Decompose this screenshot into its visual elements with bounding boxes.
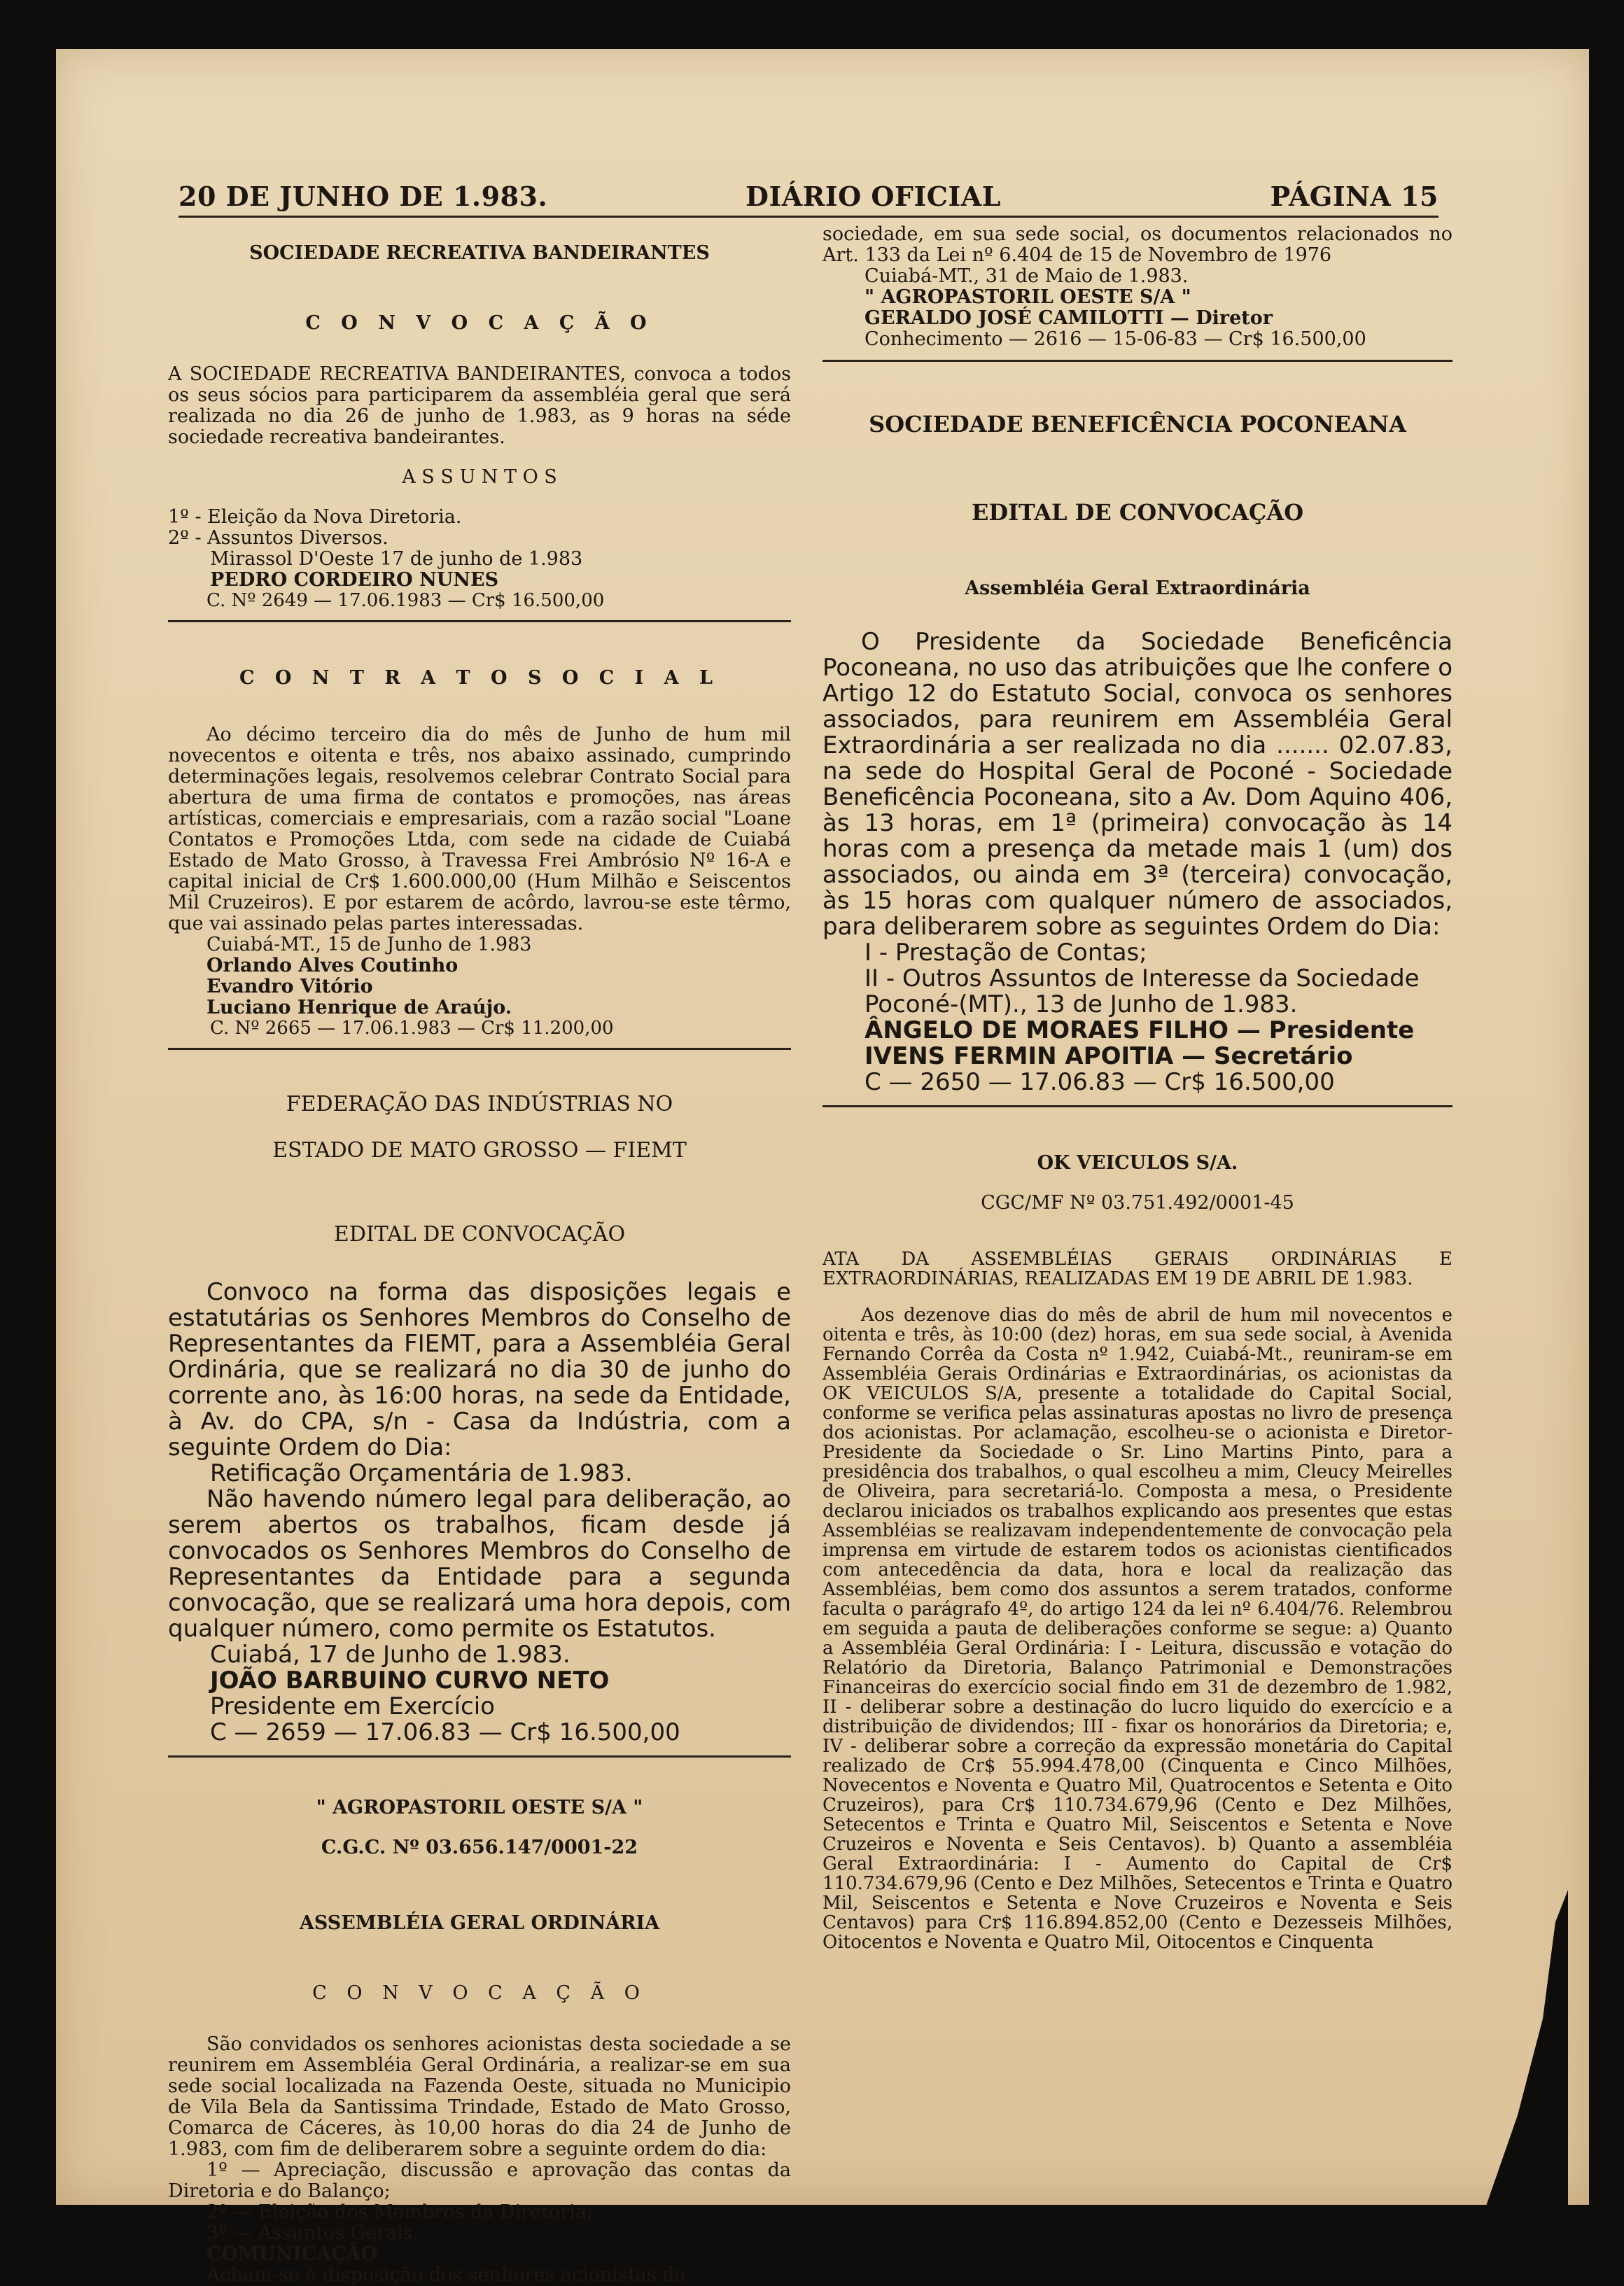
fiemt-body-1: Convoco na forma das disposições legais e estatutárias os Senhores Membros do Conselho de Representantes da FIEMT, para a Assembléia Geral Ordinária, que se realizará no dia 30 de junho do corrente ano, às 16:00 horas, na sede da Entidade, à Av. do CPA, s/n - Casa da Indústria, com a seguinte Ordem do Dia: [168, 1278, 791, 1461]
contrato-title: C O N T R A T O S O C I A L [239, 667, 720, 689]
agro-cont-signer: GERALDO JOSÉ CAMILOTTI — Diretor [864, 307, 1273, 329]
recreativa-body: A SOCIEDADE RECREATIVA BANDEIRANTES, convoca a todos os seus sócios para participarem da assembléia geral que será realizada no dia 26 de junho de 1.983, as 9 horas na séde sociedade recreativa bandeirantes. [168, 363, 791, 448]
poconeana-ref: C — 2650 — 17.06.83 — Cr$ 16.500,00 [864, 1068, 1335, 1096]
separator [822, 360, 1452, 362]
contrato-signer: Evandro Vitório [206, 976, 373, 997]
agro-cont-company: " AGROPASTORIL OESTE S/A " [864, 286, 1191, 308]
agro-subtitle: ASSEMBLÉIA GERAL ORDINÁRIA [299, 1912, 660, 1934]
agro-comunicacao: COMUNICAÇÃO [206, 2243, 378, 2265]
fiemt-ref: C — 2659 — 17.06.83 — Cr$ 16.500,00 [210, 1718, 680, 1746]
fiemt-title-line1: FEDERAÇÃO DAS INDÚSTRIAS NO [286, 1092, 673, 1116]
ok-title: OK VEICULOS S/A. [1037, 1152, 1238, 1174]
fiemt-place-date: Cuiabá, 17 de Junho de 1.983. [210, 1641, 570, 1669]
poconeana-item: II - Outros Assuntos de Interesse da Sociedade [864, 965, 1420, 993]
fiemt-item: Retificação Orçamentária de 1.983. [210, 1459, 633, 1487]
contrato-signer: Luciano Henrique de Araújo. [206, 997, 512, 1018]
poconeana-subtitle-2: Assembléia Geral Extraordinária [965, 577, 1310, 599]
recreativa-item: 2º - Assuntos Diversos. [168, 527, 388, 549]
fiemt-subtitle: EDITAL DE CONVOCAÇÃO [333, 1222, 626, 1247]
notice-agropastoril-continued [822, 224, 1452, 350]
agro-cont-ref: Conhecimento — 2616 — 15-06-83 — Cr$ 16.500,00 [864, 328, 1366, 350]
agro-cgc: C.G.C. Nº 03.656.147/0001-22 [321, 1837, 638, 1858]
agro-item: 2º — Eleição dos Membros da Diretoria; [206, 2201, 594, 2223]
recreativa-place-date: Mirassol D'Oeste 17 de junho de 1.983 [210, 548, 583, 570]
agro-item: 1º — Apreciação, discussão e aprovação das contas da Diretoria e do Balanço; [168, 2159, 791, 2202]
notice-fiemt [168, 1092, 791, 1746]
ok-cgc: CGC/MF Nº 03.751.492/0001-45 [981, 1192, 1294, 1214]
ok-body: Aos dezenove dias do mês de abril de hum mil novecentos e oitenta e três, às 10:00 (dez) horas, em sua sede social, à Avenida Fernando Corrêa da Costa nº 1.942, Cuiabá-Mt., reuniram-se em Assembléia Gerais Ordinárias e Extraordinárias, os acionistas da OK VEICULOS S/A, presente a totalidade do Capital Social, conforme se verifica pelas assinaturas apostas no livro de presença dos acionistas. Por aclamação, escolheu-se o acionista e Diretor-Presidente da Sociedade o Sr. Lino Martins Pinto, para a presidência dos trabalhos, o qual escolheu a mim, Cleucy Meirelles de Oliveira, para secretariá-lo. Composta a mesa, o Presidente declarou iniciados os trabalhos explicando aos presentes que estas Assembléias se realizavam independentemente de convocação pela imprensa em virtude de estarem todos os acionistas cientificados com antecedência da data, hora e local da realização das Assembléias, bem como dos assuntos a serem tratados, conforme faculta o parágrafo 4º, do artigo 124 da lei nº 6.404/76. Relembrou em seguida a pauta de deliberações conforme se segue: a) Quanto a Assembléia Geral Ordinária: I - Leitura, discussão e votação do Relatório da Diretoria, Balanço Patrimonial e Demonstrações Financeiras do exercício social findo em 31 de dezembro de 1.982, II - deliberar sobre a destinação do lucro liquido do exercício e a distribuição de dividendos; III - fixar os honorários da Diretoria; e, IV - deliberar sobre a correção da expressão monetária do Capital realizado de Cr$ 55.994.478,00 (Cinquenta e Cinco Milhões, Novecentos e Noventa e Quatro Mil, Quatrocentos e Setenta e Oito Cruzeiros), para Cr$ 110.734.679,96 (Cento e Dez Milhões, Setecentos e Trinta e Quatro Mil, Seiscentos e Setenta e Nove Cruzeiros e Noventa e Seis Centavos). b) Quanto a assembléia Geral Extraordinária: I - Aumento do Capital de Cr$ 110.734.679,96 (Cento e Dez Milhões, Setecentos e Trinta e Quatro Mil, Seiscentos e Setenta e Nove Cruzeiros e Noventa e Seis Centavos) para Cr$ 116.894.852,00 (Cento e Dezesseis Milhões, Oitocentos e Noventa e Quatro Mil, Oitocentos e Cinquenta [822, 1305, 1452, 1953]
notice-ok-veiculos [822, 1153, 1452, 1952]
recreativa-assuntos-label: A S S U N T O S [402, 466, 557, 488]
poconeana-place-date: Poconé-(MT)., 13 de Junho de 1.983. [864, 990, 1298, 1018]
fiemt-signer: JOÃO BARBUINO CURVO NETO [210, 1667, 610, 1695]
poconeana-signer-1: ÂNGELO DE MORAES FILHO — Presidente [864, 1016, 1415, 1044]
separator [168, 620, 791, 622]
notice-recreativa [168, 243, 791, 610]
agro-body: São convidados os senhores acionistas desta sociedade a se reunirem em Assembléia Geral Ordinária, a realizar-se em sua sede social localizada na Fazenda Oeste, situada no Municipio de Vila Bela da Santissima Trindade, Estado de Mato Grosso, Comarca de Cáceres, às 10,00 horas do dia 24 de Junho de 1.983, com fim de deliberarem sobre a seguinte ordem do dia: [168, 2033, 791, 2160]
separator [168, 1755, 791, 1758]
notice-contrato [168, 668, 791, 1038]
page-header [178, 181, 1438, 218]
header-title: DIÁRIO OFICIAL [746, 181, 1001, 212]
agro-tail: Acham-se à disposição dos senhores acionistas da [206, 2264, 686, 2286]
notice-agropastoril [168, 1797, 791, 2286]
fiemt-body-2: Não havendo número legal para deliberação, ao serem abertos os trabalhos, ficam desde já convocados os Senhores Membros do Conselho de Representantes da Entidade para a segunda convocação, que se realizará uma hora depois, com qualquer número, como permite os Estatutos. [168, 1485, 791, 1643]
ok-ata-heading: ATA DA ASSEMBLÉIAS GERAIS ORDINÁRIAS E EXTRAORDINÁRIAS, REALIZADAS EM 19 DE ABRIL DE 1.983. [822, 1249, 1452, 1289]
recreativa-item: 1º - Eleição da Nova Diretoria. [168, 506, 462, 528]
agro-title: " AGROPASTORIL OESTE S/A " [316, 1797, 643, 1818]
recreativa-signer: PEDRO CORDEIRO NUNES [210, 569, 499, 591]
agro-item: 3º — Assuntos Gerais. [206, 2222, 419, 2244]
header-page-number: PÁGINA 15 [1270, 181, 1438, 212]
recreativa-title: SOCIEDADE RECREATIVA BANDEIRANTES [249, 242, 710, 264]
separator [168, 1048, 791, 1050]
poconeana-title: SOCIEDADE BENEFICÊNCIA POCONEANA [869, 411, 1406, 437]
poconeana-signer-2: IVENS FERMIN APOITIA — Secretário [864, 1042, 1353, 1070]
left-column [168, 224, 791, 2286]
fiemt-title-line2: ESTADO DE MATO GROSSO — FIEMT [272, 1138, 687, 1163]
fiemt-role: Presidente em Exercício [210, 1692, 495, 1720]
header-date: 20 DE JUNHO DE 1.983. [178, 181, 548, 212]
contrato-body: Ao décimo terceiro dia do mês de Junho de hum mil novecentos e oitenta e três, nos abaixo assinado, cumprindo determinações legais, resolvemos celebrar Contrato Social para abertura de uma firma de contatos e promoções, nas áreas artísticas, comerciais e empresariais, com a razão social "Loane Contatos e Promoções Ltda, com sede na cidade de Cuiabá Estado de Mato Grosso, à Travessa Frei Ambrósio Nº 16-A e capital inicial de Cr$ 1.600.000,00 (Hum Milhão e Seiscentos Mil Cruzeiros). E por estarem de acôrdo, lavrou-se este têrmo, que vai assinado pelas partes interessadas. [168, 724, 791, 934]
right-column [822, 224, 1452, 1952]
recreativa-ref: C. Nº 2649 — 17.06.1983 — Cr$ 16.500,00 [206, 590, 605, 611]
agro-cont-body: sociedade, em sua sede social, os documentos relacionados no Art. 133 da Lei nº 6.404 de 15 de Novembro de 1976 [822, 223, 1452, 266]
agro-cont-place-date: Cuiabá-MT., 31 de Maio de 1.983. [864, 265, 1189, 287]
poconeana-subtitle: EDITAL DE CONVOCAÇÃO [971, 499, 1304, 526]
agro-convocacao: C O N V O C A Ç Ã O [312, 1982, 647, 2004]
contrato-signer: Orlando Alves Coutinho [206, 955, 458, 976]
poconeana-item: I - Prestação de Contas; [864, 939, 1147, 967]
separator [822, 1105, 1452, 1107]
notice-poconeana [822, 411, 1452, 1095]
recreativa-subtitle: C O N V O C A Ç Ã O [305, 312, 654, 334]
poconeana-body: O Presidente da Sociedade Beneficência Poconeana, no uso das atribuições que lhe confere o Artigo 12 do Estatuto Social, convoca os senhores associados, para reunirem em Assembléia Geral Extraordinária a ser realizada no dia ....... 02.07.83, na sede do Hospital Geral de Poconé - Sociedade Beneficência Poconeana, sito a Av. Dom Aquino 406, às 13 horas, em 1ª (primeira) convocação às 14 horas com a presença da metade mais 1 (um) dos associados, ou ainda em 3ª (terceira) convocação, às 15 horas com qualquer número de associados, para deliberarem sobre as seguintes Ordem do Dia: [822, 628, 1452, 941]
contrato-ref: C. Nº 2665 — 17.06.1.983 — Cr$ 11.200,00 [210, 1018, 614, 1039]
contrato-place-date: Cuiabá-MT., 15 de Junho de 1.983 [206, 934, 532, 955]
